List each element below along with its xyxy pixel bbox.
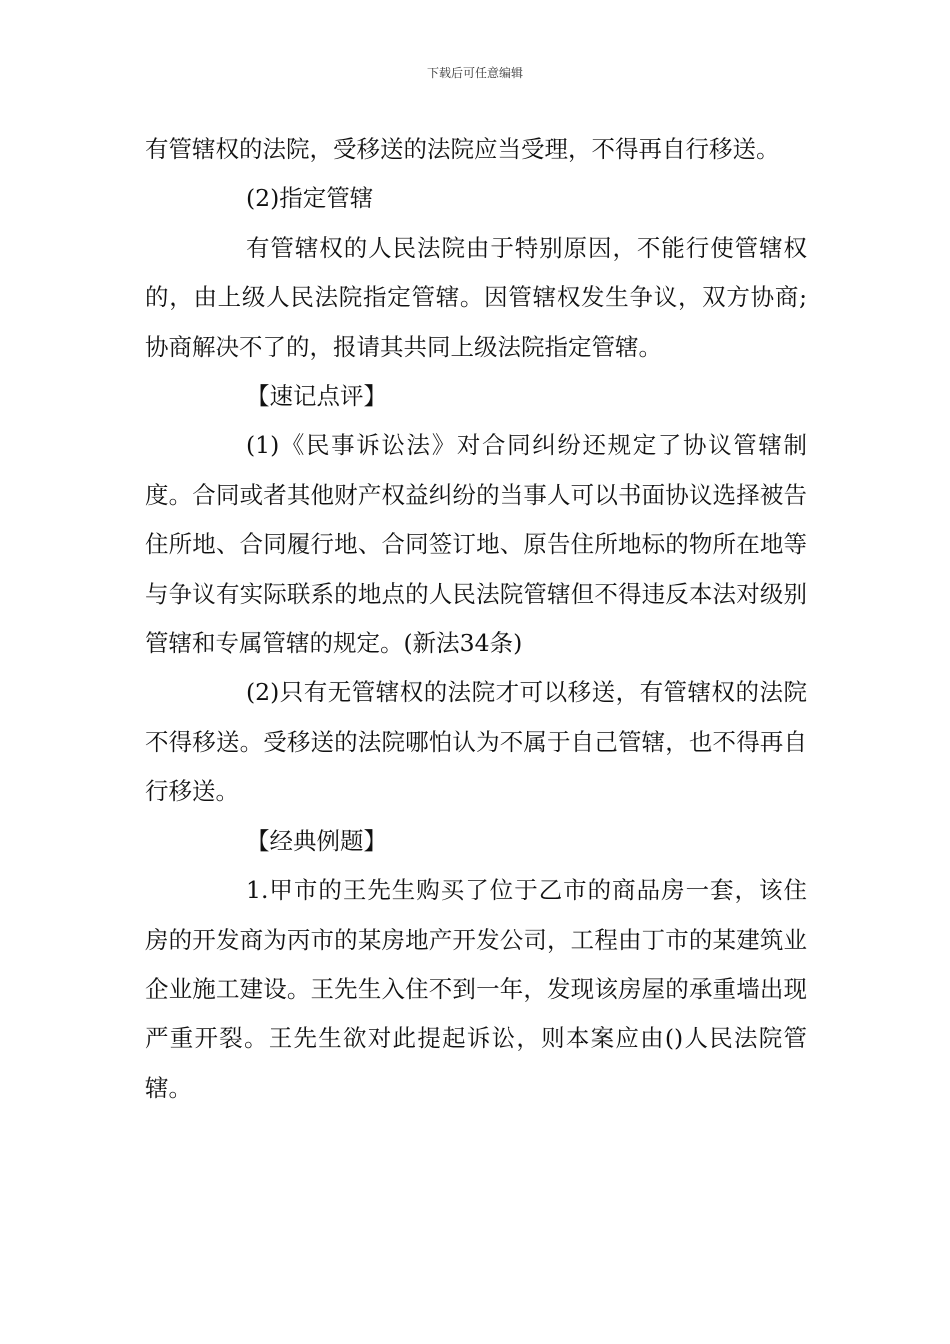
page-header: 下载后可任意编辑 [426,66,523,80]
paragraph-continuation: 有管辖权的法院，受移送的法院应当受理，不得再自行移送。 [145,135,780,163]
paragraph-note-1: (1)《民事诉讼法》对合同纠纷还规定了协议管辖制度。合同或者其他财产权益纠纷的当事人可以书面协议选择被告住所地、合同履行地、合同签订地、原告住所地标的物所在地等与争议有实际联系的地点的人民法院管辖但不得违反本法对级别管辖和专属管辖的规定。(新法34条) [145,431,807,658]
paragraph-designated-jurisdiction: 有管辖权的人民法院由于特别原因，不能行使管辖权的，由上级人民法院指定管辖。因管辖权发生争议，双方协商;协商解决不了的，报请其共同上级法院指定管辖。 [145,233,807,361]
heading-quick-notes: 【速记点评】 [246,382,387,411]
document-body [145,125,807,1113]
heading-classic-examples: 【经典例题】 [246,826,387,855]
paragraph-note-2: (2)只有无管辖权的法院才可以移送，有管辖权的法院不得移送。受移送的法院哪怕认为不属于自己管辖，也不得再自行移送。 [145,678,807,806]
paragraph-example-1: 1.甲市的王先生购买了位于乙市的商品房一套，该住房的开发商为丙市的某房地产开发公司，工程由丁市的某建筑业企业施工建设。王先生入住不到一年，发现该房屋的承重墙出现严重开裂。王先生欲对此提起诉讼，则本案应由()人民法院管辖。 [145,876,807,1102]
heading-designated-jurisdiction: (2)指定管辖 [246,184,374,213]
